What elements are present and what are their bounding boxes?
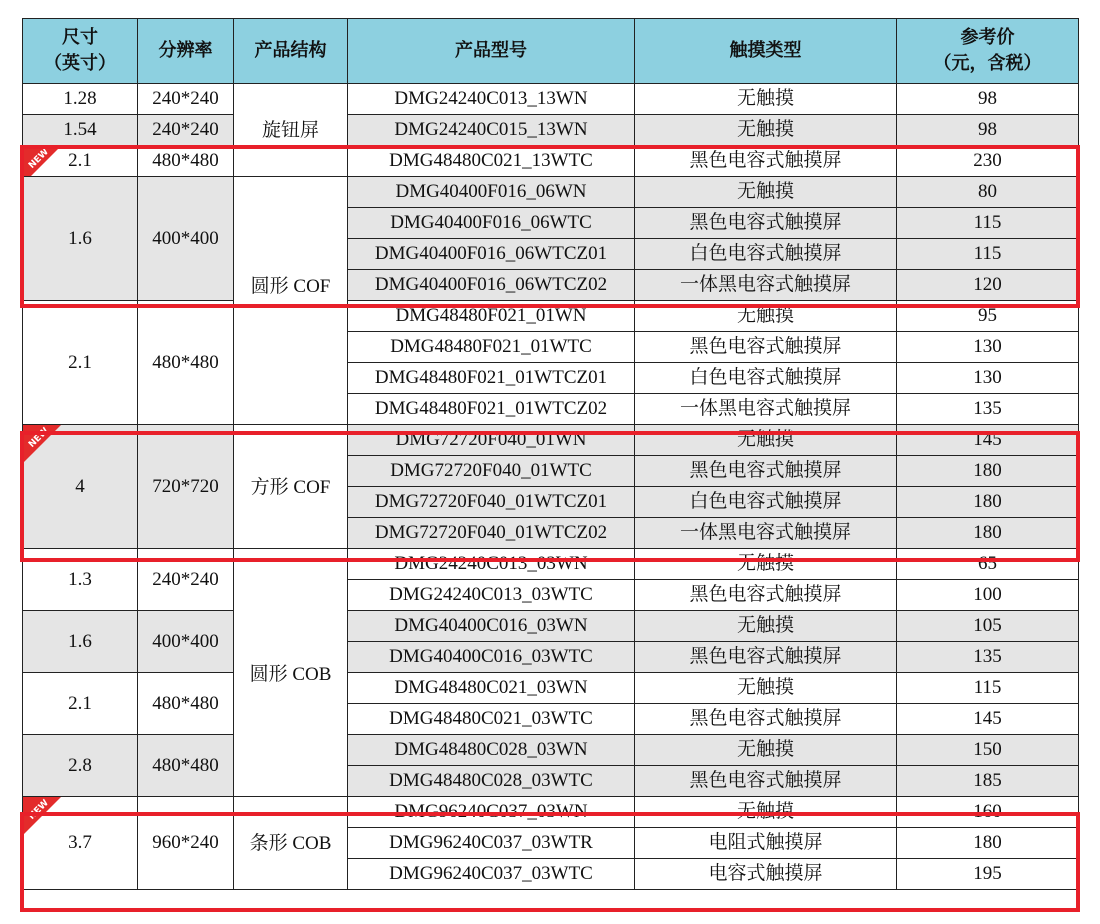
price-cell: 160 [897, 797, 1079, 828]
touch-type-cell: 一体黑电容式触摸屏 [635, 270, 897, 301]
model-cell: DMG72720F040_01WN [348, 425, 635, 456]
resolution-cell: 960*240 [138, 797, 234, 890]
model-cell: DMG48480C028_03WN [348, 735, 635, 766]
table-row [23, 425, 1079, 456]
structure-label: 圆形 COB [249, 664, 332, 686]
touch-type-cell: 无触摸 [635, 425, 897, 456]
structure-cell [234, 425, 348, 549]
table-row [23, 797, 1079, 828]
header-model: 产品型号 [348, 19, 635, 84]
table-row [23, 84, 1079, 115]
resolution-cell: 480*480 [138, 735, 234, 797]
touch-type-cell: 黑色电容式触摸屏 [635, 146, 897, 177]
table-row [23, 549, 1079, 580]
model-cell: DMG48480F021_01WTCZ02 [348, 394, 635, 425]
model-cell: DMG40400F016_06WTCZ01 [348, 239, 635, 270]
price-cell: 195 [897, 859, 1079, 890]
price-cell: 120 [897, 270, 1079, 301]
touch-type-cell: 无触摸 [635, 301, 897, 332]
resolution-cell: 720*720 [138, 425, 234, 549]
table-row [23, 301, 1079, 332]
model-cell: DMG48480F021_01WTC [348, 332, 635, 363]
model-cell: DMG40400C016_03WTC [348, 642, 635, 673]
resolution-cell: 480*480 [138, 146, 234, 177]
model-cell: DMG48480C028_03WTC [348, 766, 635, 797]
touch-type-cell: 黑色电容式触摸屏 [635, 642, 897, 673]
model-cell: DMG96240C037_03WN [348, 797, 635, 828]
size-cell: 2.1 NEW [23, 146, 138, 177]
size-cell: 1.6 [23, 177, 138, 301]
price-cell: 100 [897, 580, 1079, 611]
header-structure: 产品结构 [234, 19, 348, 84]
touch-type-cell: 白色电容式触摸屏 [635, 239, 897, 270]
price-cell: 115 [897, 673, 1079, 704]
resolution-cell: 480*480 [138, 673, 234, 735]
price-cell: 105 [897, 611, 1079, 642]
header-size: 尺寸 （英寸） [23, 19, 138, 84]
model-cell: DMG40400F016_06WTCZ02 [348, 270, 635, 301]
model-cell: DMG48480F021_01WTCZ01 [348, 363, 635, 394]
touch-type-cell: 一体黑电容式触摸屏 [635, 394, 897, 425]
price-cell: 145 [897, 425, 1079, 456]
price-table [22, 18, 1079, 890]
structure-cell [234, 84, 348, 177]
price-cell: 180 [897, 518, 1079, 549]
size-cell: 2.8 [23, 735, 138, 797]
resolution-cell: 240*240 [138, 549, 234, 611]
table-row [23, 611, 1079, 642]
size-cell: 4 NEW [23, 425, 138, 549]
model-cell: DMG24240C015_13WN [348, 115, 635, 146]
touch-type-cell: 黑色电容式触摸屏 [635, 580, 897, 611]
new-badge [23, 146, 69, 177]
price-cell: 145 [897, 704, 1079, 735]
price-cell: 98 [897, 115, 1079, 146]
price-cell: 115 [897, 208, 1079, 239]
price-cell: 95 [897, 301, 1079, 332]
touch-type-cell: 无触摸 [635, 84, 897, 115]
model-cell: DMG96240C037_03WTC [348, 859, 635, 890]
touch-type-cell: 黑色电容式触摸屏 [635, 704, 897, 735]
model-cell: DMG24240C013_13WN [348, 84, 635, 115]
table-row [23, 177, 1079, 208]
price-cell: 150 [897, 735, 1079, 766]
structure-cell [234, 177, 348, 425]
touch-type-cell: 白色电容式触摸屏 [635, 487, 897, 518]
touch-type-cell: 黑色电容式触摸屏 [635, 332, 897, 363]
structure-label: 圆形 COF [250, 276, 331, 298]
price-cell: 65 [897, 549, 1079, 580]
touch-type-cell: 黑色电容式触摸屏 [635, 766, 897, 797]
header-resolution: 分辨率 [138, 19, 234, 84]
model-cell: DMG96240C037_03WTR [348, 828, 635, 859]
model-cell: DMG72720F040_01WTCZ01 [348, 487, 635, 518]
new-badge-label: NEW [27, 426, 51, 450]
price-cell: 185 [897, 766, 1079, 797]
touch-type-cell: 无触摸 [635, 115, 897, 146]
header-touch-type: 触摸类型 [635, 19, 897, 84]
size-cell: 3.7 NEW [23, 797, 138, 890]
new-badge-label: NEW [27, 798, 51, 822]
touch-type-cell: 无触摸 [635, 735, 897, 766]
price-cell: 130 [897, 363, 1079, 394]
model-cell: DMG72720F040_01WTC [348, 456, 635, 487]
resolution-cell: 240*240 [138, 84, 234, 115]
new-badge [23, 797, 69, 843]
touch-type-cell: 白色电容式触摸屏 [635, 363, 897, 394]
model-cell: DMG24240C013_03WN [348, 549, 635, 580]
table-row [23, 146, 1079, 177]
model-cell: DMG40400F016_06WN [348, 177, 635, 208]
touch-type-cell: 黑色电容式触摸屏 [635, 208, 897, 239]
structure-label: 条形 COB [249, 832, 332, 854]
size-cell: 1.6 [23, 611, 138, 673]
price-cell: 98 [897, 84, 1079, 115]
touch-type-cell: 电容式触摸屏 [635, 859, 897, 890]
touch-type-cell: 无触摸 [635, 611, 897, 642]
price-cell: 80 [897, 177, 1079, 208]
price-cell: 230 [897, 146, 1079, 177]
header-reference-price: 参考价 （元，含税） [897, 19, 1079, 84]
structure-cell [234, 797, 348, 890]
model-cell: DMG48480C021_13WTC [348, 146, 635, 177]
touch-type-cell: 无触摸 [635, 673, 897, 704]
price-cell: 180 [897, 456, 1079, 487]
resolution-cell: 240*240 [138, 115, 234, 146]
size-cell: 1.3 [23, 549, 138, 611]
table-row [23, 735, 1079, 766]
model-cell: DMG40400F016_06WTC [348, 208, 635, 239]
size-cell: 1.54 [23, 115, 138, 146]
price-cell: 115 [897, 239, 1079, 270]
price-cell: 180 [897, 828, 1079, 859]
model-cell: DMG48480F021_01WN [348, 301, 635, 332]
resolution-cell: 400*400 [138, 177, 234, 301]
table-row [23, 115, 1079, 146]
model-cell: DMG40400C016_03WN [348, 611, 635, 642]
resolution-cell: 400*400 [138, 611, 234, 673]
table-header-row [23, 19, 1079, 84]
new-badge-label: NEW [27, 147, 51, 171]
model-cell: DMG24240C013_03WTC [348, 580, 635, 611]
new-badge [23, 425, 69, 471]
size-cell: 1.28 [23, 84, 138, 115]
size-cell: 2.1 [23, 673, 138, 735]
model-cell: DMG48480C021_03WN [348, 673, 635, 704]
model-cell: DMG72720F040_01WTCZ02 [348, 518, 635, 549]
touch-type-cell: 黑色电容式触摸屏 [635, 456, 897, 487]
structure-label: 方形 COF [250, 476, 331, 498]
touch-type-cell: 无触摸 [635, 177, 897, 208]
touch-type-cell: 电阻式触摸屏 [635, 828, 897, 859]
price-cell: 135 [897, 642, 1079, 673]
resolution-cell: 480*480 [138, 301, 234, 425]
touch-type-cell: 一体黑电容式触摸屏 [635, 518, 897, 549]
price-cell: 180 [897, 487, 1079, 518]
touch-type-cell: 无触摸 [635, 797, 897, 828]
structure-label: 旋钮屏 [261, 119, 319, 141]
structure-cell [234, 549, 348, 797]
price-cell: 135 [897, 394, 1079, 425]
touch-type-cell: 无触摸 [635, 549, 897, 580]
price-cell: 130 [897, 332, 1079, 363]
model-cell: DMG48480C021_03WTC [348, 704, 635, 735]
table-row [23, 673, 1079, 704]
size-cell: 2.1 [23, 301, 138, 425]
